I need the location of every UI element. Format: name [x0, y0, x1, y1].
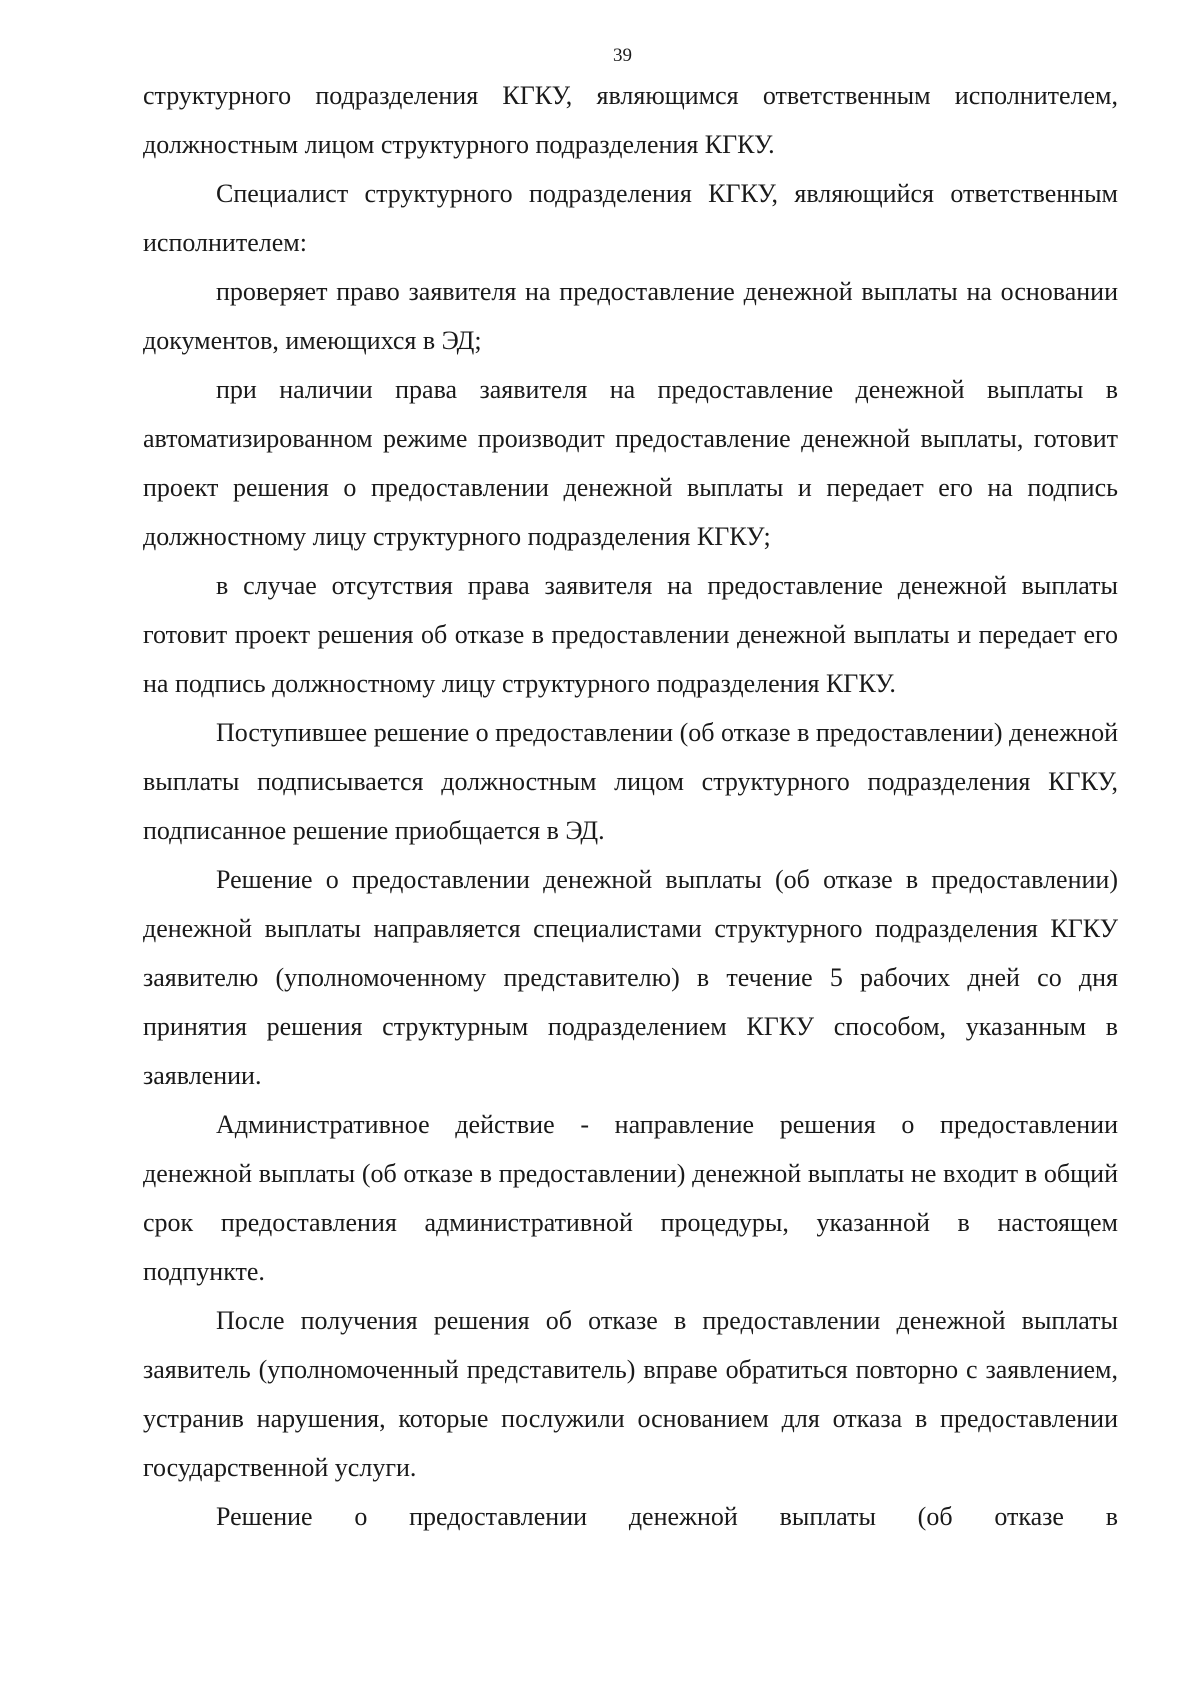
paragraph-specialist: Специалист структурного подразделения КГКУ, являющийся ответственным исполнителем:: [143, 179, 1118, 257]
paragraph-right-present: при наличии права заявителя на предоставление денежной выплаты в автоматизированном режиме производит предоставление денежной выплаты, готовит проект решения о предоставлении денежной выплаты и передает его на подпись должностному лицу структурного подразделения КГКУ;: [143, 375, 1118, 551]
paragraph-decision-sent: Решение о предоставлении денежной выплаты (об отказе в предоставлении) денежной выплаты направляется специалистами структурного подразделения КГКУ заявителю (уполномоченному представителю) в течение 5 рабочих дней со дня принятия решения структурным подразделением КГКУ способом, указанным в заявлении.: [143, 865, 1118, 1090]
paragraph-decision-signed: Поступившее решение о предоставлении (об отказе в предоставлении) денежной выплаты подписывается должностным лицом структурного подразделения КГКУ, подписанное решение приобщается в ЭД.: [143, 718, 1118, 845]
paragraph-decision-trailing: Решение о предоставлении денежной выплаты (об отказе в: [216, 1502, 1118, 1531]
page-number: 39: [613, 45, 632, 66]
document-body: [143, 71, 1118, 1541]
paragraph-continuation: структурного подразделения КГКУ, являющимся ответственным исполнителем, должностным лицом структурного подразделения КГКУ.: [143, 81, 1118, 159]
paragraph-checks-right: проверяет право заявителя на предоставление денежной выплаты на основании документов, имеющихся в ЭД;: [143, 277, 1118, 355]
paragraph-after-refusal: После получения решения об отказе в предоставлении денежной выплаты заявитель (уполномоченный представитель) вправе обратиться повторно с заявлением, устранив нарушения, которые послужили основанием для отказа в предоставлении государственной услуги.: [143, 1306, 1118, 1482]
paragraph-administrative-action: Административное действие - направление решения о предоставлении денежной выплаты (об отказе в предоставлении) денежной выплаты не входит в общий срок предоставления административной процедуры, указанной в настоящем подпункте.: [143, 1110, 1118, 1286]
paragraph-right-absent: в случае отсутствия права заявителя на предоставление денежной выплаты готовит проект решения об отказе в предоставлении денежной выплаты и передает его на подпись должностному лицу структурного подразделения КГКУ.: [143, 571, 1118, 698]
